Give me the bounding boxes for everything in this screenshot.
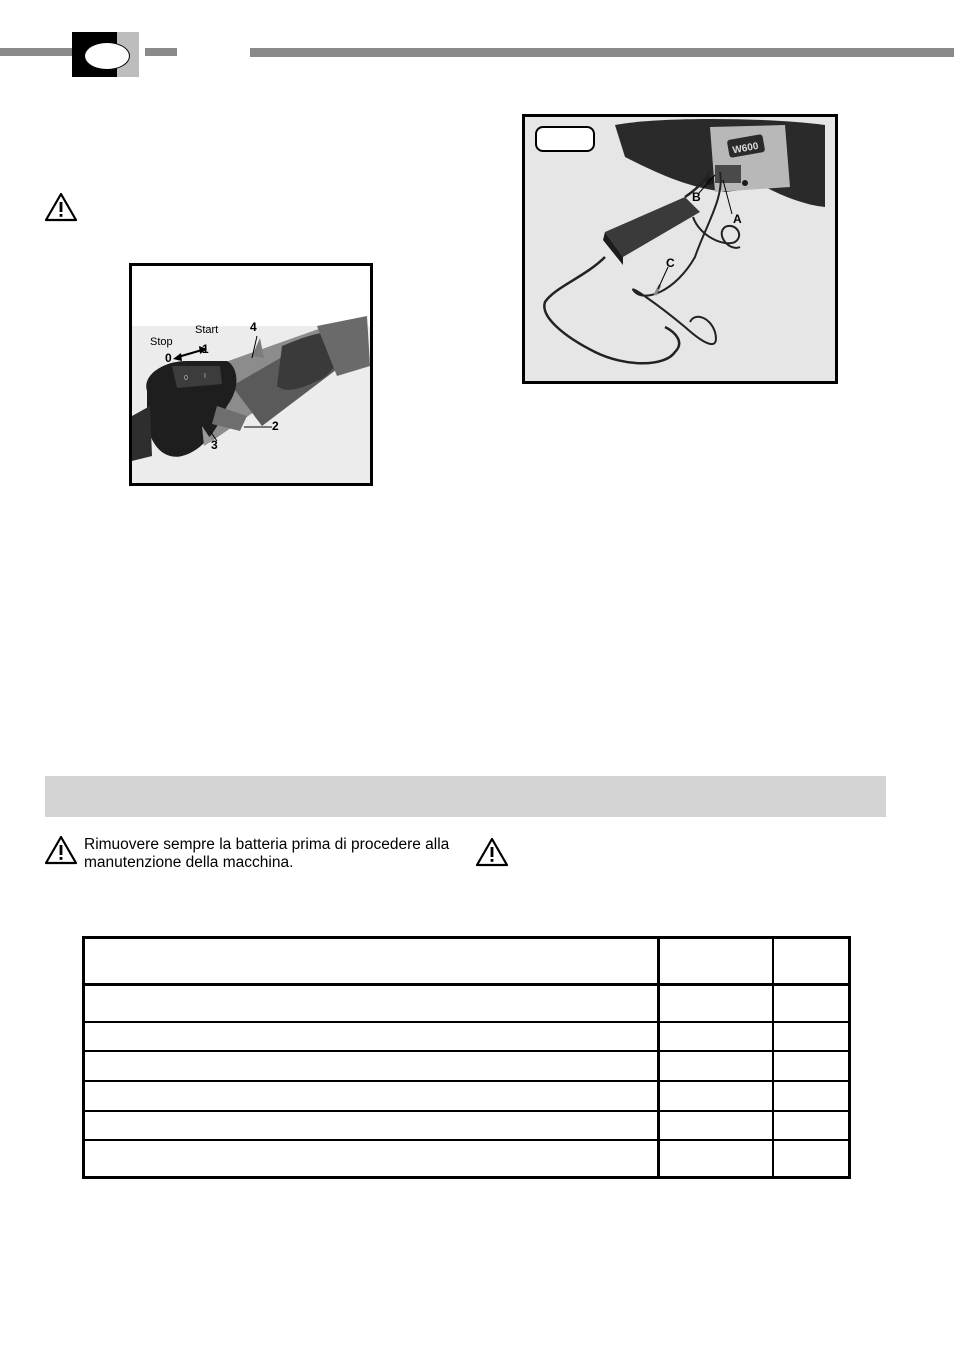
label-3: 3 <box>211 438 218 452</box>
figure-battery-charger <box>522 114 838 384</box>
table-cell <box>84 985 659 1022</box>
label-2: 2 <box>272 419 279 433</box>
header-rule-mid <box>145 48 177 56</box>
table-cell <box>659 985 774 1022</box>
table-cell <box>84 1051 659 1081</box>
label-1: 1 <box>202 342 209 356</box>
brand-logo: W600 <box>731 140 760 157</box>
table-cell <box>659 1022 774 1052</box>
label-a: A <box>733 212 742 226</box>
svg-text:I: I <box>204 373 206 380</box>
table-cell <box>659 1081 774 1111</box>
language-badge <box>84 42 130 70</box>
table-cell <box>773 1022 850 1052</box>
table-header-row <box>84 938 850 985</box>
table-cell <box>773 1111 850 1141</box>
table-cell <box>659 1111 774 1141</box>
maintenance-table <box>82 936 851 1179</box>
warning-icon <box>44 835 78 865</box>
label-start: Start <box>195 324 219 336</box>
table-cell <box>84 1140 659 1177</box>
table-header-cell <box>773 938 850 985</box>
table-row <box>84 985 850 1022</box>
label-stop: Stop <box>150 336 173 348</box>
table-row <box>84 1081 850 1111</box>
header-rule-right <box>250 48 954 57</box>
table-cell <box>773 1081 850 1111</box>
warning-icon <box>475 837 509 867</box>
table-cell <box>773 985 850 1022</box>
table-cell <box>84 1022 659 1052</box>
table-cell <box>84 1111 659 1141</box>
figure-handle-switch <box>129 263 373 486</box>
header-rule-left <box>0 48 72 56</box>
charger-photo <box>525 117 835 381</box>
table-cell <box>773 1140 850 1177</box>
table-cell <box>659 1140 774 1177</box>
table-row <box>84 1051 850 1081</box>
table-cell <box>84 1081 659 1111</box>
table-row <box>84 1111 850 1141</box>
table-header-cell <box>659 938 774 985</box>
figure-number-tag <box>535 126 595 152</box>
table-cell <box>659 1051 774 1081</box>
warning-icon <box>44 192 78 222</box>
table-header-cell <box>84 938 659 985</box>
maintenance-section-header <box>45 776 886 817</box>
table-row <box>84 1022 850 1052</box>
svg-text:0: 0 <box>184 375 188 382</box>
label-4: 4 <box>250 320 257 334</box>
label-b: B <box>692 190 701 204</box>
label-0: 0 <box>165 351 172 365</box>
maintenance-warning-text: Rimuovere sempre la batteria prima di procedere alla manutenzione della macchina. <box>84 836 450 871</box>
table-cell <box>773 1051 850 1081</box>
label-c: C <box>666 256 675 270</box>
table-row <box>84 1140 850 1177</box>
handle-photo <box>132 266 370 483</box>
